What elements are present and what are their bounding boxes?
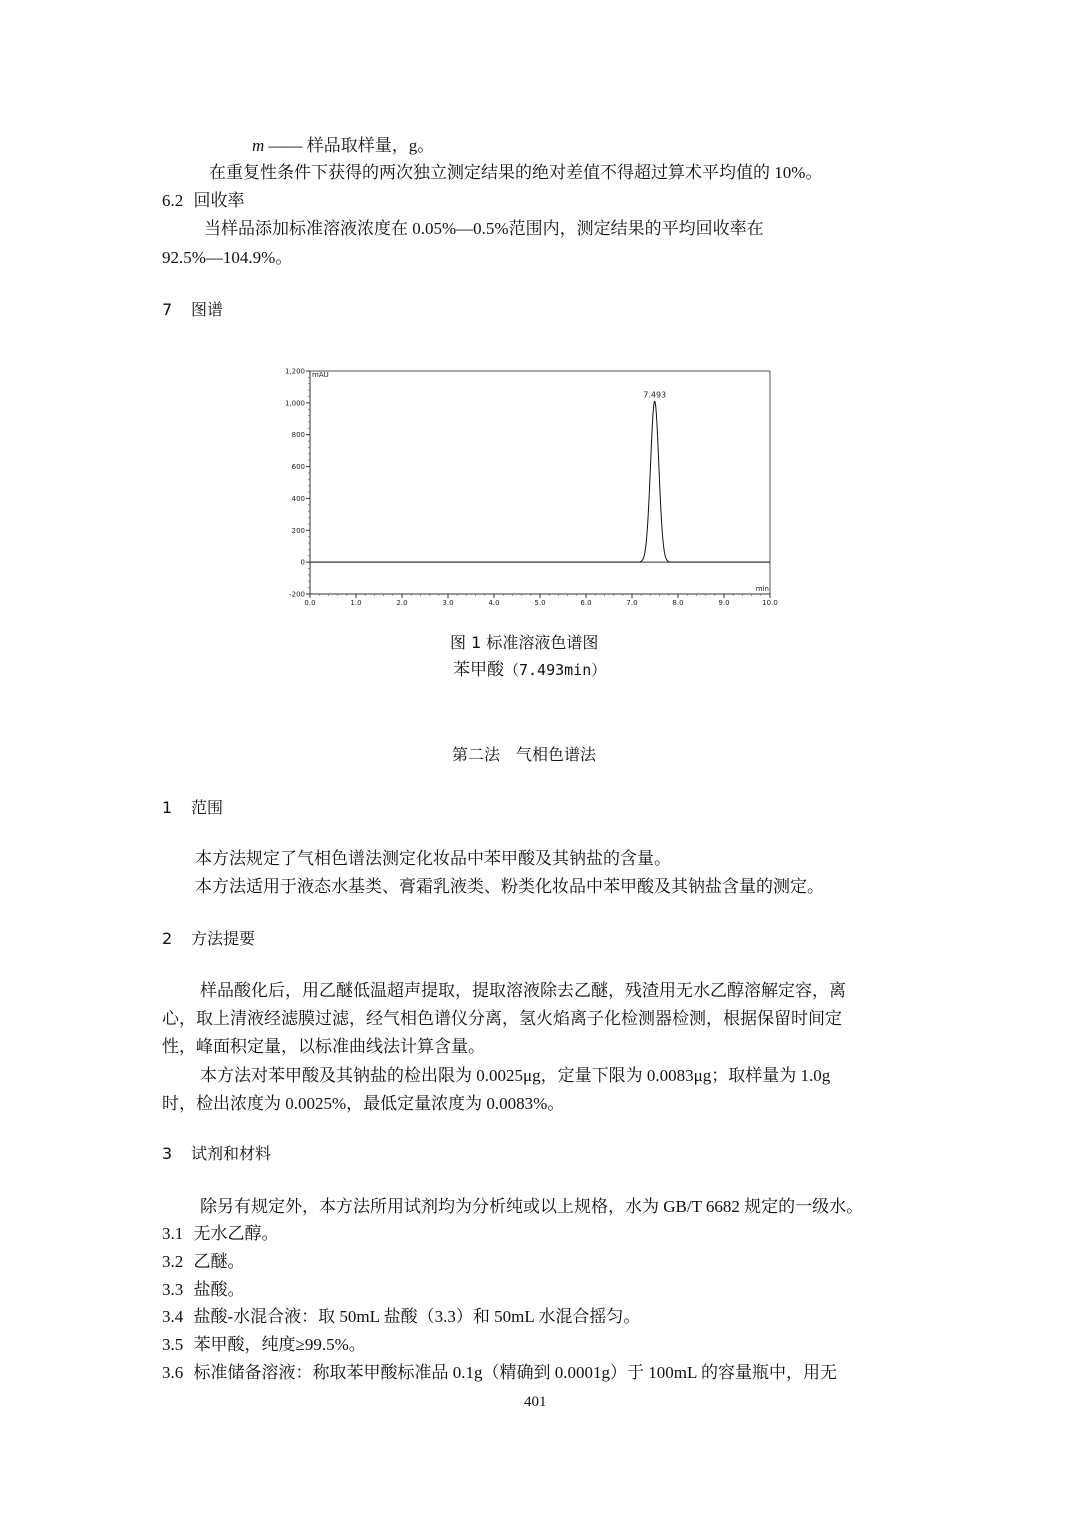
x-tick-label: 6.0 xyxy=(580,599,592,607)
x-tick-label: 9.0 xyxy=(718,599,730,607)
item-number: 3.3 xyxy=(162,1280,184,1299)
section-number: 6.2 xyxy=(162,191,184,210)
recovery-line-2: 92.5%—104.9%。 xyxy=(162,248,293,267)
y-tick-label: 200 xyxy=(291,526,305,535)
y-tick-label: 0 xyxy=(300,558,305,567)
chromatogram-trace xyxy=(310,401,770,562)
x-tick-label: 10.0 xyxy=(762,599,778,607)
retention-time: （7.493min） xyxy=(504,661,607,679)
page-number: 401 xyxy=(524,1394,547,1410)
section-7-heading xyxy=(162,299,223,321)
section-number: 1 xyxy=(162,798,173,817)
y-axis-label: mAU xyxy=(312,371,329,379)
x-tick-label: 8.0 xyxy=(672,599,684,607)
summary-line-2: 心，取上清液经滤膜过滤，经气相色谱仪分离，氢火焰离子化检测器检测，根据保留时间定 xyxy=(162,1009,842,1028)
y-tick-label: 400 xyxy=(291,494,305,503)
x-tick-label: 5.0 xyxy=(534,599,546,607)
x-tick-label: 7.0 xyxy=(626,599,638,607)
reagent-item xyxy=(162,1279,245,1301)
reagent-item xyxy=(162,1251,245,1273)
repeatability-text: 在重复性条件下获得的两次独立测定结果的绝对差值不得超过算术平均值的 10%。 xyxy=(209,163,823,182)
section-number: 2 xyxy=(162,929,173,948)
reagent-item xyxy=(162,1334,366,1356)
x-tick-label: 3.0 xyxy=(442,599,454,607)
x-tick-label: 4.0 xyxy=(488,599,500,607)
section-3-heading xyxy=(162,1143,271,1165)
section-title: 图谱 xyxy=(191,300,224,319)
section-6-2-heading xyxy=(162,190,245,212)
compound-name: 苯甲酸 xyxy=(453,660,504,679)
reagent-item xyxy=(162,1223,279,1245)
recovery-line-1: 当样品添加标准溶液浓度在 0.05%—0.5%范围内，测定结果的平均回收率在 xyxy=(204,219,764,238)
item-text: 乙醚。 xyxy=(193,1252,245,1271)
section-title: 回收率 xyxy=(193,191,245,210)
reagent-intro: 除另有规定外，本方法所用试剂均为分析纯或以上规格，水为 GB/T 6682 规定的一级水。 xyxy=(200,1197,864,1216)
limit-line-1: 本方法对苯甲酸及其钠盐的检出限为 0.0025μg，定量下限为 0.0083μg；取样量为 1.0g xyxy=(200,1066,831,1085)
section-1-heading xyxy=(162,797,223,819)
scope-paragraph-1: 本方法规定了气相色谱法测定化妆品中苯甲酸及其钠盐的含量。 xyxy=(195,849,671,868)
section-title: 方法提要 xyxy=(191,929,256,948)
peak-label: 7.493 xyxy=(643,390,667,400)
summary-line-3: 性，峰面积定量，以标准曲线法计算含量。 xyxy=(162,1037,485,1056)
figure-caption: 图 1 标准溶液色谱图 xyxy=(450,633,599,652)
y-tick-label: 1,200 xyxy=(284,367,305,376)
limit-line-2: 时，检出浓度为 0.0025%，最低定量浓度为 0.0083%。 xyxy=(162,1094,565,1113)
section-number: 3 xyxy=(162,1144,173,1163)
variable-description: —— 样品取样量，g。 xyxy=(268,136,435,155)
item-number: 3.4 xyxy=(162,1307,184,1326)
item-number: 3.6 xyxy=(162,1363,184,1382)
y-tick-label: -200 xyxy=(289,590,305,599)
chromatogram-chart xyxy=(276,362,786,614)
section-2-heading xyxy=(162,928,255,950)
item-number: 3.2 xyxy=(162,1252,184,1271)
y-tick-label: 1,000 xyxy=(284,399,305,408)
variable-definition xyxy=(252,135,434,157)
section-title: 范围 xyxy=(191,798,224,817)
x-tick-label: 1.0 xyxy=(350,599,362,607)
summary-line-1: 样品酸化后，用乙醚低温超声提取，提取溶液除去乙醚，残渣用无水乙醇溶解定容，离 xyxy=(200,981,846,1000)
item-text: 盐酸-水混合液：取 50mL 盐酸（3.3）和 50mL 水混合摇匀。 xyxy=(193,1307,641,1326)
item-text: 标准储备溶液：称取苯甲酸标准品 0.1g（精确到 0.0001g）于 100mL 的容量瓶中，用无 xyxy=(193,1363,837,1382)
item-text: 盐酸。 xyxy=(193,1280,245,1299)
y-tick-label: 800 xyxy=(291,431,305,440)
section-number: 7 xyxy=(162,300,173,319)
section-title: 试剂和材料 xyxy=(191,1144,272,1163)
reagent-item xyxy=(162,1362,837,1384)
reagent-item xyxy=(162,1306,640,1328)
item-number: 3.1 xyxy=(162,1224,184,1243)
item-number: 3.5 xyxy=(162,1335,184,1354)
item-text: 无水乙醇。 xyxy=(193,1224,279,1243)
scope-paragraph-2: 本方法适用于液态水基类、膏霜乳液类、粉类化妆品中苯甲酸及其钠盐含量的测定。 xyxy=(195,877,824,896)
variable-symbol: m xyxy=(252,136,265,155)
method-title: 第二法 气相色谱法 xyxy=(452,745,597,764)
figure-subcaption xyxy=(453,659,606,681)
x-tick-label: 0.0 xyxy=(304,599,316,607)
x-axis-label: min xyxy=(755,585,769,593)
item-text: 苯甲酸，纯度≥99.5%。 xyxy=(193,1335,366,1354)
x-tick-label: 2.0 xyxy=(396,599,408,607)
y-tick-label: 600 xyxy=(291,463,305,472)
